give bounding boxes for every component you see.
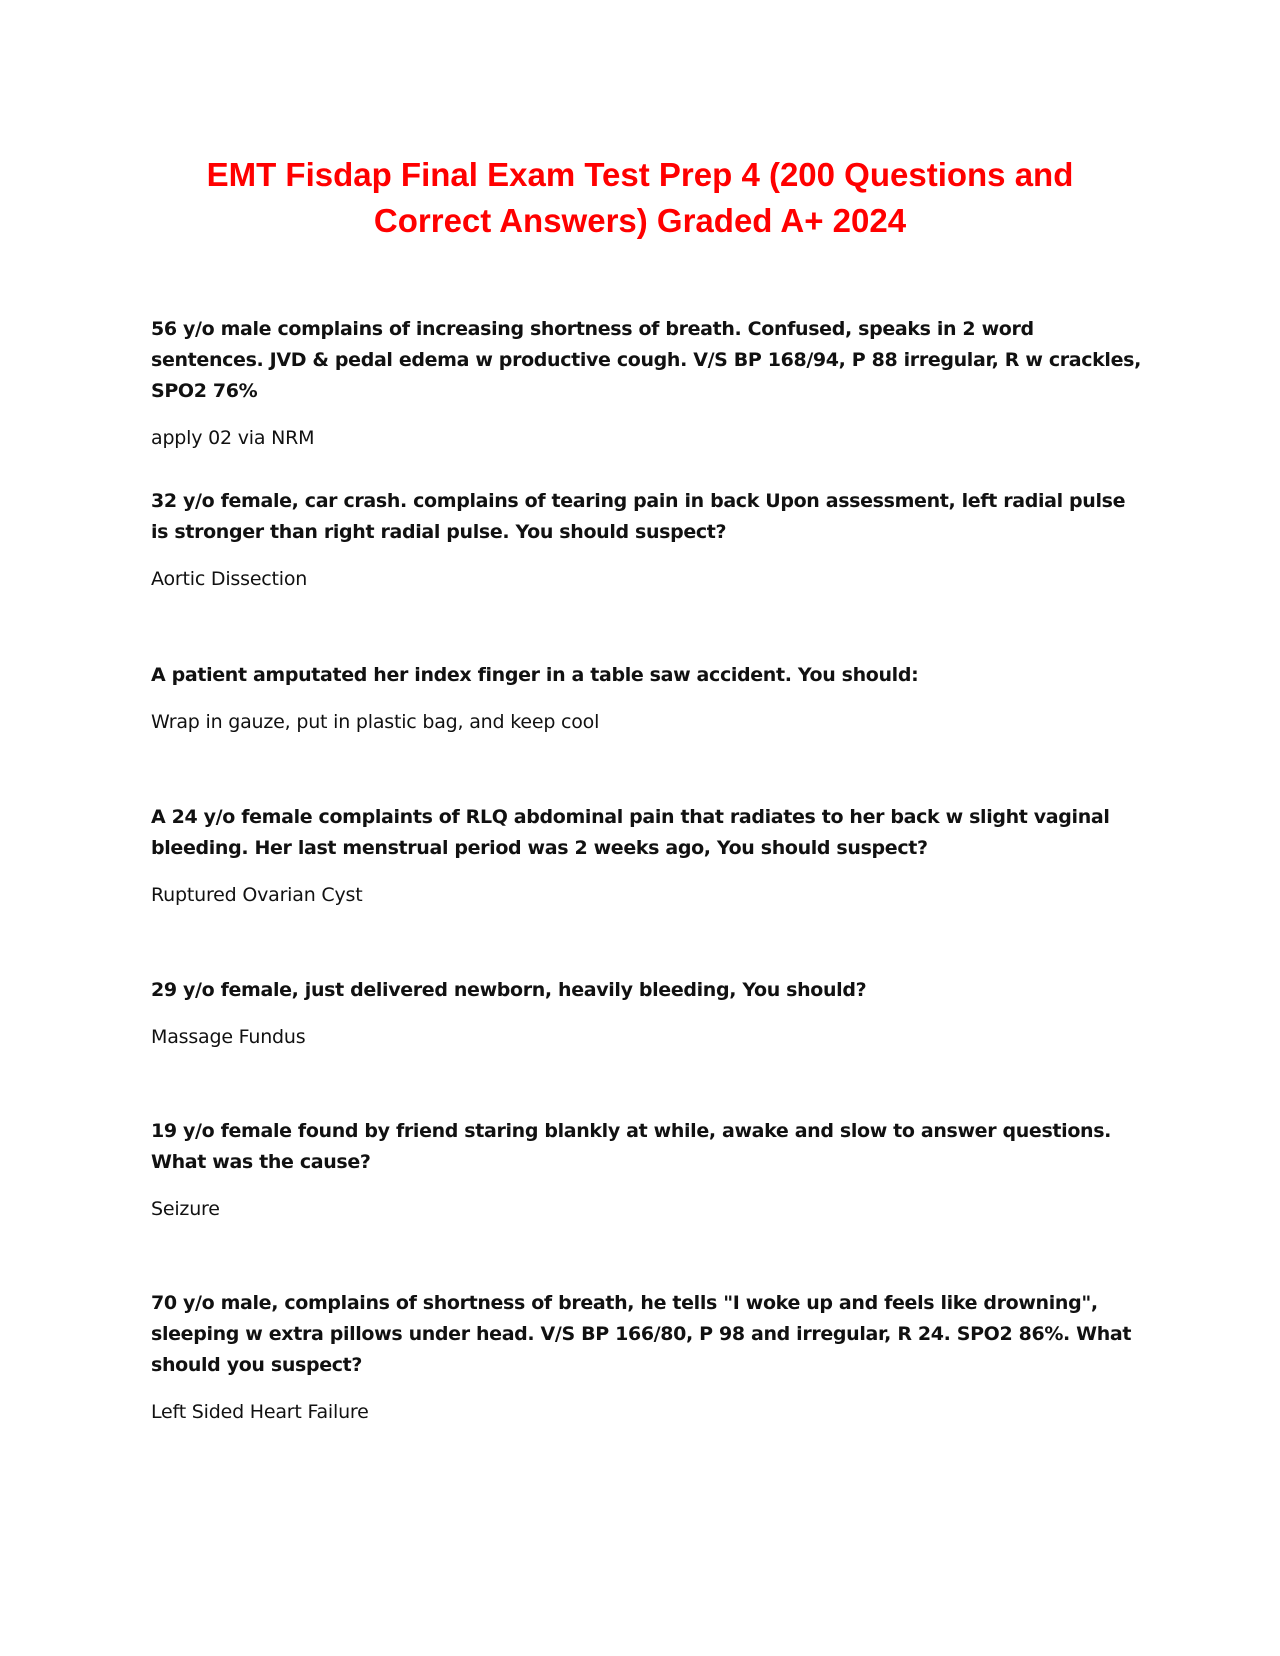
answer-text: Seizure	[151, 1198, 220, 1220]
answer-text: Massage Fundus	[151, 1026, 306, 1048]
qa-item-6	[151, 1116, 1141, 1225]
qa-item-1	[151, 314, 1141, 454]
answer-text: Wrap in gauze, put in plastic bag, and keep cool	[151, 711, 600, 733]
question-text: A patient amputated her index finger in a table saw accident. You should:	[151, 664, 919, 686]
qa-item-3	[151, 660, 1141, 738]
question-text: A 24 y/o female complaints of RLQ abdominal pain that radiates to her back w slight vaginal bleeding. Her last menstrual period was 2 weeks ago, You should suspect?	[151, 806, 1110, 859]
qa-item-5	[151, 975, 1141, 1053]
question-text: 32 y/o female, car crash. complains of tearing pain in back Upon assessment, left radial pulse is stronger than right radial pulse. You should suspect?	[151, 490, 1126, 543]
question-text: 56 y/o male complains of increasing shortness of breath. Confused, speaks in 2 word sentences. JVD & pedal edema w productive cough. V/S BP 168/94, P 88 irregular, R w crackles, SPO2 76%	[151, 318, 1141, 402]
qa-item-7	[151, 1288, 1141, 1428]
answer-text: Ruptured Ovarian Cyst	[151, 884, 363, 906]
question-text: 19 y/o female found by friend staring blankly at while, awake and slow to answer questions. What was the cause?	[151, 1120, 1112, 1173]
answer-text: apply 02 via NRM	[151, 427, 315, 449]
document-title: EMT Fisdap Final Exam Test Prep 4 (200 Questions and Correct Answers) Graded A+ 2024	[206, 156, 1074, 239]
question-text: 70 y/o male, complains of shortness of breath, he tells "I woke up and feels like drowning", sleeping w extra pillows under head. V/S BP 166/80, P 98 and irregular, R 24. SPO2 86%. What should you suspect?	[151, 1292, 1132, 1376]
qa-item-2	[151, 486, 1141, 595]
answer-text: Aortic Dissection	[151, 568, 308, 590]
qa-item-4	[151, 802, 1141, 911]
question-text: 29 y/o female, just delivered newborn, heavily bleeding, You should?	[151, 979, 867, 1001]
answer-text: Left Sided Heart Failure	[151, 1401, 369, 1423]
